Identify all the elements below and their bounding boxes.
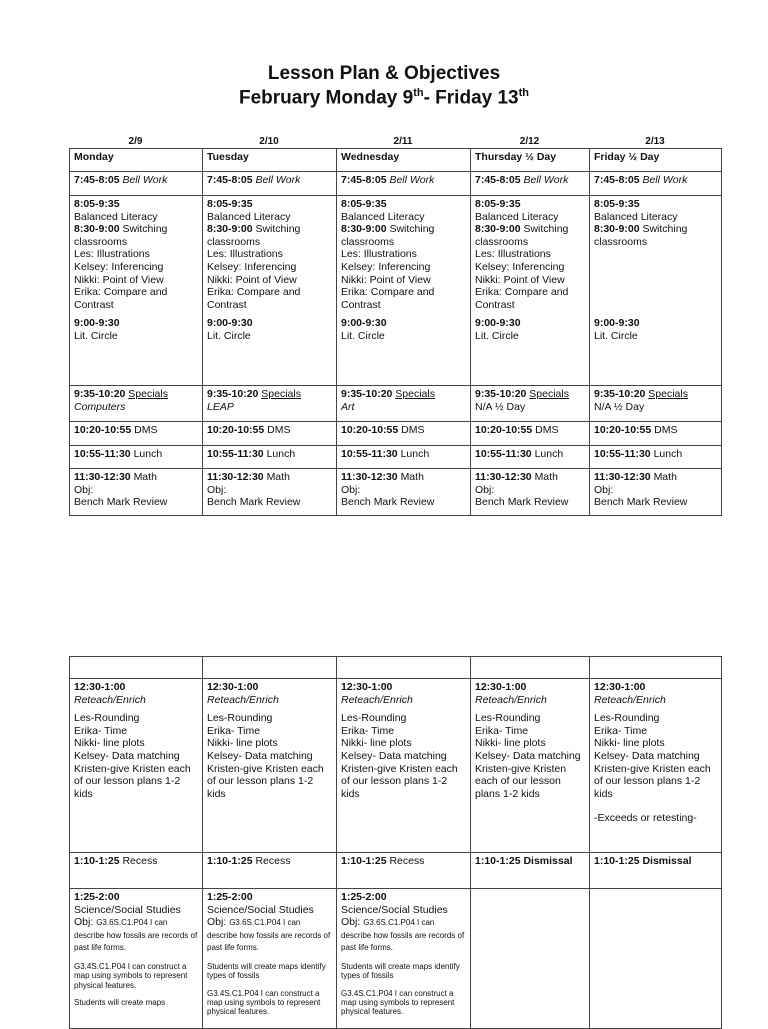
science-cell: 1:25-2:00 Science/Social Studies Obj: G3.6S.C1.P04 I can describe how fossils are records of past life forms. G3.4S.C1.P04 I can construct a map using symbols to represent physical features. Students will create maps — [70, 889, 203, 1029]
science-cell: 1:25-2:00 Science/Social Studies Obj: G3.6S.C1.P04 I can describe how fossils are records of past life forms. Students will create maps identify types of fossils G3.4S.C1.P04 I can construct a map using symbols to represent physical features. — [203, 889, 337, 1029]
date-label: 2/13 — [645, 136, 665, 147]
date-label: 2/9 — [128, 136, 143, 147]
recess-cell: 1:10-1:25 Recess — [337, 853, 471, 889]
day-header: Tuesday — [203, 149, 337, 172]
literacy-cell: 8:05-9:35 Balanced Literacy 8:30-9:00 Switching classrooms Les: Illustrations Kelsey: Inferencing Nikki: Point of View Erika: Compare and Contrast 9:00-9:30 Lit. Circle — [337, 196, 471, 386]
table-row — [70, 196, 722, 386]
science-cell: 1:25-2:00 Science/Social Studies Obj: G3.6S.C1.P04 I can describe how fossils are records of past life forms. Students will create maps identify types of fossils G3.4S.C1.P04 I can construct a map using symbols to represent physical features. — [337, 889, 471, 1029]
bellwork-cell: 7:45-8:05 Bell Work — [203, 172, 337, 196]
day-header: Friday ½ Day — [590, 149, 722, 172]
empty-cell — [203, 657, 337, 679]
table-row — [70, 386, 722, 422]
recess-cell: 1:10-1:25 Recess — [70, 853, 203, 889]
lunch-cell: 10:55-11:30 Lunch — [590, 446, 722, 469]
dms-cell: 10:20-10:55 DMS — [337, 422, 471, 446]
empty-cell — [70, 657, 203, 679]
day-header: Monday — [70, 149, 203, 172]
specials-cell: 9:35-10:20 Specials Computers — [70, 386, 203, 422]
table-row — [70, 446, 722, 469]
specials-cell: 9:35-10:20 Specials N/A ½ Day — [590, 386, 722, 422]
table-row — [70, 149, 722, 172]
reteach-cell: 12:30-1:00 Reteach/Enrich Les-Rounding Erika- Time Nikki- line plots Kelsey- Data matching Kristen-give Kristen each of our lesson plans 1-2 kids — [70, 679, 203, 853]
bellwork-cell: 7:45-8:05 Bell Work — [590, 172, 722, 196]
schedule-table-morning — [69, 148, 722, 516]
lunch-cell: 10:55-11:30 Lunch — [337, 446, 471, 469]
date-label: 2/11 — [393, 136, 413, 147]
day-header: Thursday ½ Day — [471, 149, 590, 172]
dms-cell: 10:20-10:55 DMS — [70, 422, 203, 446]
table-row — [70, 679, 722, 853]
specials-cell: 9:35-10:20 Specials LEAP — [203, 386, 337, 422]
lunch-cell: 10:55-11:30 Lunch — [203, 446, 337, 469]
schedule-table-afternoon — [69, 656, 722, 1029]
lunch-cell: 10:55-11:30 Lunch — [70, 446, 203, 469]
math-cell: 11:30-12:30 Math Obj: Bench Mark Review — [471, 469, 590, 516]
literacy-cell: 8:05-9:35 Balanced Literacy 8:30-9:00 Switching classrooms 9:00-9:30 Lit. Circle — [590, 196, 722, 386]
empty-cell — [337, 657, 471, 679]
literacy-cell: 8:05-9:35 Balanced Literacy 8:30-9:00 Switching classrooms Les: Illustrations Kelsey: Inferencing Nikki: Point of View Erika: Compare and Contrast 9:00-9:30 Lit. Circle — [203, 196, 337, 386]
date-label: 2/10 — [259, 136, 279, 147]
dismissal-cell: 1:10-1:25 Dismissal — [471, 853, 590, 889]
empty-cell — [471, 889, 590, 1029]
table-row — [70, 657, 722, 679]
date-row — [69, 136, 721, 148]
table-row — [70, 422, 722, 446]
bellwork-cell: 7:45-8:05 Bell Work — [471, 172, 590, 196]
reteach-cell: 12:30-1:00 Reteach/Enrich Les-Rounding Erika- Time Nikki- line plots Kelsey- Data matching Kristen-give Kristen each of our lesson plans 1-2 kids -Exceeds or retesting- — [590, 679, 722, 853]
math-cell: 11:30-12:30 Math Obj: Bench Mark Review — [70, 469, 203, 516]
date-label: 2/12 — [519, 136, 540, 147]
table-row — [70, 889, 722, 1029]
table-row — [70, 853, 722, 889]
math-cell: 11:30-12:30 Math Obj: Bench Mark Review — [590, 469, 722, 516]
empty-cell — [590, 657, 722, 679]
reteach-cell: 12:30-1:00 Reteach/Enrich Les-Rounding Erika- Time Nikki- line plots Kelsey- Data matching Kristen-give Kristen each of our lesson plans 1-2 kids — [337, 679, 471, 853]
math-cell: 11:30-12:30 Math Obj: Bench Mark Review — [337, 469, 471, 516]
reteach-cell: 12:30-1:00 Reteach/Enrich Les-Rounding Erika- Time Nikki- line plots Kelsey- Data matching Kristen-give Kristen each of our lesson plans 1-2 kids — [471, 679, 590, 853]
table-row — [70, 469, 722, 516]
dms-cell: 10:20-10:55 DMS — [471, 422, 590, 446]
day-header: Wednesday — [337, 149, 471, 172]
page-title: Lesson Plan & Objectives — [267, 63, 501, 84]
lunch-cell: 10:55-11:30 Lunch — [471, 446, 590, 469]
empty-cell — [590, 889, 722, 1029]
literacy-cell: 8:05-9:35 Balanced Literacy 8:30-9:00 Switching classrooms Les: Illustrations Kelsey: Inferencing Nikki: Point of View Erika: Compare and Contrast 9:00-9:30 Lit. Circle — [471, 196, 590, 386]
literacy-cell: 8:05-9:35 Balanced Literacy 8:30-9:00 Switching classrooms Les: Illustrations Kelsey: Inferencing Nikki: Point of View Erika: Compare and Contrast 9:00-9:30 Lit. Circle — [70, 196, 203, 386]
empty-cell — [471, 657, 590, 679]
math-cell: 11:30-12:30 Math Obj: Bench Mark Review — [203, 469, 337, 516]
bellwork-cell: 7:45-8:05 Bell Work — [70, 172, 203, 196]
specials-cell: 9:35-10:20 Specials Art — [337, 386, 471, 422]
specials-cell: 9:35-10:20 Specials N/A ½ Day — [471, 386, 590, 422]
page-subtitle: February Monday 9th- Friday 13th — [238, 87, 530, 109]
dms-cell: 10:20-10:55 DMS — [203, 422, 337, 446]
reteach-cell: 12:30-1:00 Reteach/Enrich Les-Rounding Erika- Time Nikki- line plots Kelsey- Data matching Kristen-give Kristen each of our lesson plans 1-2 kids — [203, 679, 337, 853]
recess-cell: 1:10-1:25 Recess — [203, 853, 337, 889]
dms-cell: 10:20-10:55 DMS — [590, 422, 722, 446]
table-row — [70, 172, 722, 196]
bellwork-cell: 7:45-8:05 Bell Work — [337, 172, 471, 196]
dismissal-cell: 1:10-1:25 Dismissal — [590, 853, 722, 889]
